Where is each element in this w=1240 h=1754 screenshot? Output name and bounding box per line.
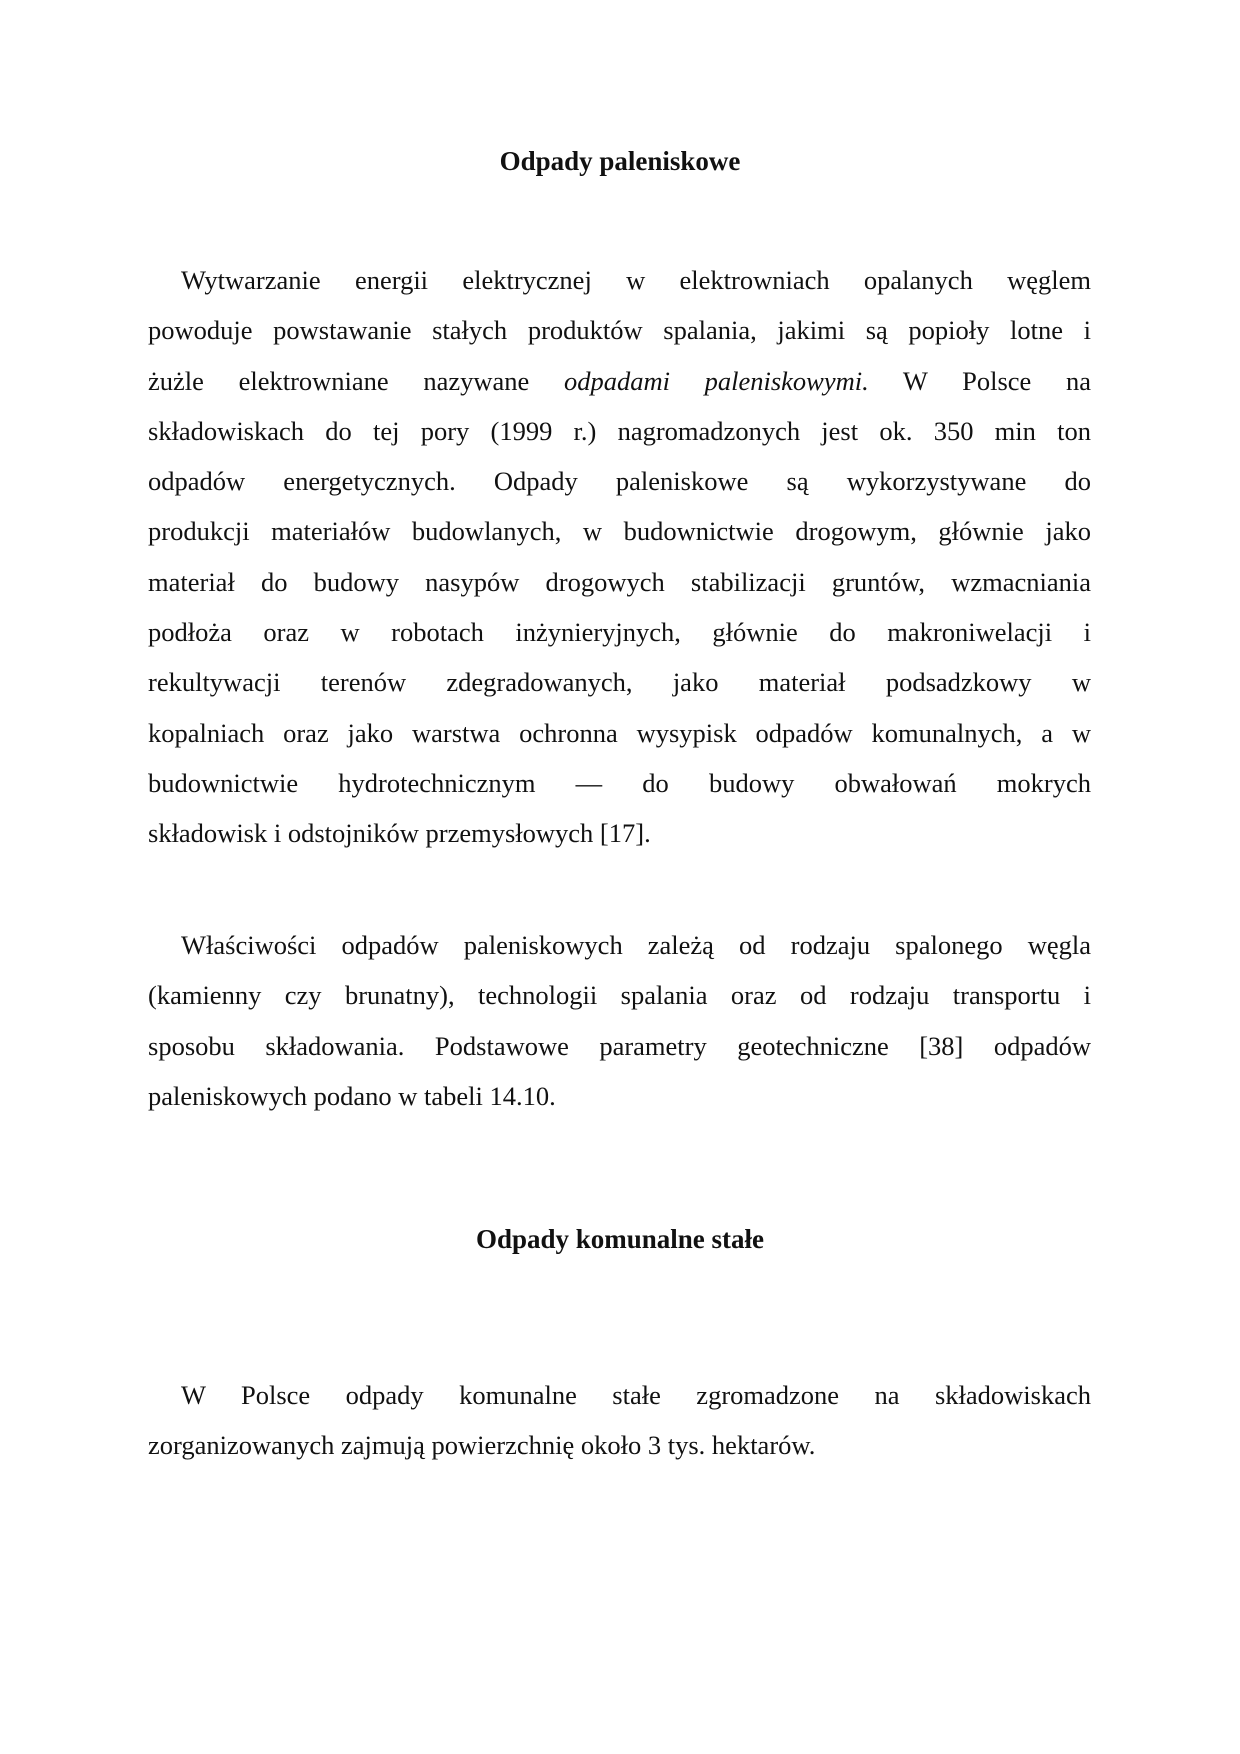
text-line: składowisk i odstojników przemysłowych [17]. xyxy=(148,818,651,849)
text-line: zorganizowanych zajmują powierzchnię około 3 tys. hektarów. xyxy=(148,1430,816,1461)
text-line: odpadów energetycznych. Odpady paleniskowe są wykorzystywane do xyxy=(148,466,1091,497)
paragraph-fly-ash-properties xyxy=(148,920,1091,1121)
paragraph-municipal-waste xyxy=(148,1370,1091,1471)
text-line: podłoża oraz w robotach inżynieryjnych, głównie do makroniwelacji i xyxy=(148,617,1091,648)
text-line: W Polsce odpady komunalne stałe zgromadzone na składowiskach xyxy=(181,1380,1091,1410)
section-heading-municipal-waste: Odpady komunalne stałe xyxy=(475,1224,765,1254)
text-line: Właściwości odpadów paleniskowych zależą od rodzaju spalonego węgla xyxy=(181,930,1091,960)
text-line: sposobu składowania. Podstawowe parametry geotechniczne [38] odpadów xyxy=(148,1030,1091,1061)
text-line: składowiskach do tej pory (1999 r.) nagromadzonych jest ok. 350 min ton xyxy=(148,415,1091,446)
text-line: rekultywacji terenów zdegradowanych, jako materiał podsadzkowy w xyxy=(148,667,1091,698)
text-line: budownictwie hydrotechnicznym — do budowy obwałowań mokrych xyxy=(148,767,1091,798)
section-heading-fly-ash: Odpady paleniskowe xyxy=(499,146,741,176)
text-line: Wytwarzanie energii elektrycznej w elektrowniach opalanych węglem xyxy=(181,265,1091,295)
text-segment: W Polsce na xyxy=(868,365,1091,396)
text-line: produkcji materiałów budowlanych, w budownictwie drogowym, głównie jako xyxy=(148,516,1091,547)
italic-term: odpadami paleniskowymi. xyxy=(563,365,869,396)
text-line-with-term xyxy=(148,356,1091,406)
text-line: materiał do budowy nasypów drogowych stabilizacji gruntów, wzmacniania xyxy=(148,566,1091,597)
text-line: (kamienny czy brunatny), technologii spalania oraz od rodzaju transportu i xyxy=(148,980,1091,1011)
text-segment: żużle elektrowniane nazywane xyxy=(148,365,564,396)
paragraph-fly-ash-intro xyxy=(148,255,1091,859)
text-line: kopalniach oraz jako warstwa ochronna wysypisk odpadów komunalnych, a w xyxy=(148,717,1091,748)
text-line: paleniskowych podano w tabeli 14.10. xyxy=(148,1080,556,1111)
text-line: powoduje powstawanie stałych produktów spalania, jakimi są popioły lotne i xyxy=(148,315,1091,346)
